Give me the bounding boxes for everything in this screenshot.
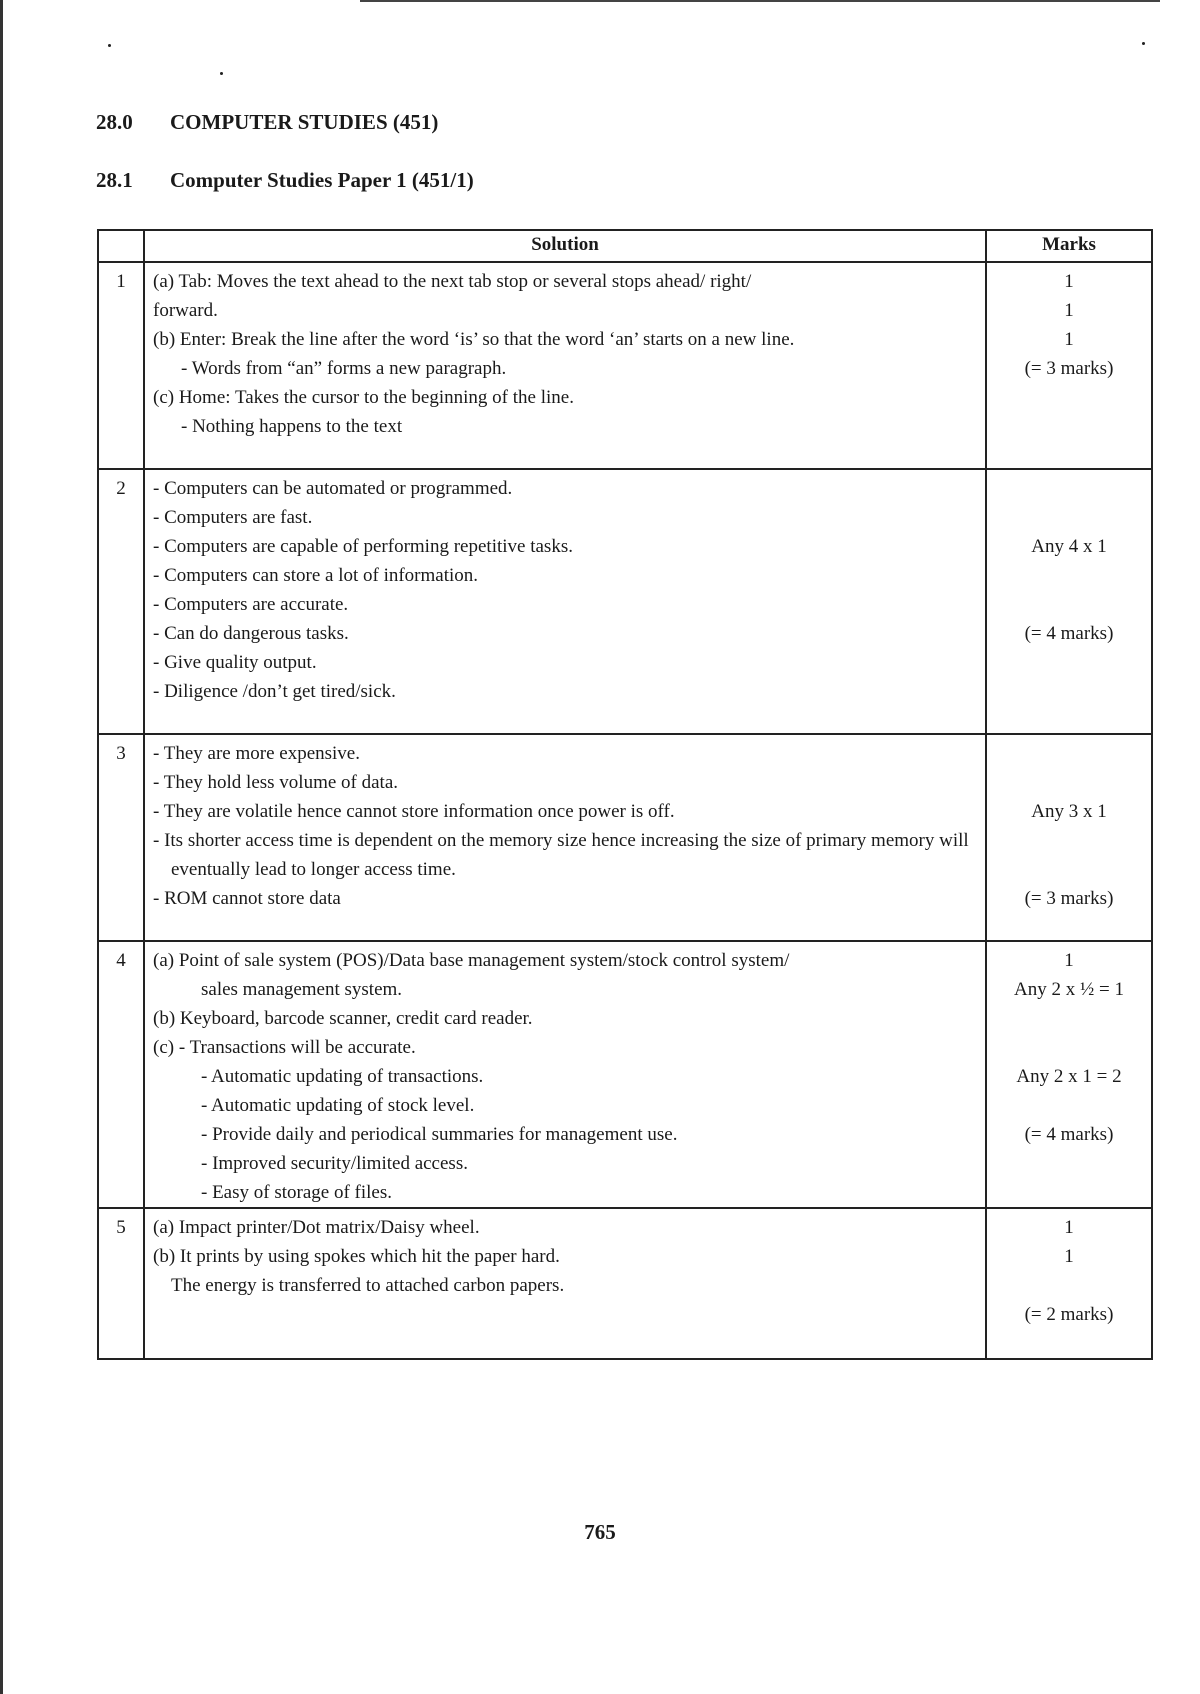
mark-value: Any 4 x 1 bbox=[1031, 536, 1107, 557]
solution-line: (b) It prints by using spokes which hit the paper hard. bbox=[153, 1246, 560, 1267]
table-row bbox=[98, 941, 1152, 1208]
mark-value: Any 3 x 1 bbox=[1031, 801, 1107, 822]
subsection-title: Computer Studies Paper 1 (451/1) bbox=[170, 168, 474, 192]
solution-line: - Computers are accurate. bbox=[153, 594, 349, 615]
section-heading bbox=[96, 110, 438, 135]
mark-value: 1 bbox=[1064, 329, 1074, 350]
header-solution: Solution bbox=[144, 230, 986, 262]
solution-cell bbox=[144, 469, 986, 734]
mark-value: Any 2 x 1 = 2 bbox=[1016, 1066, 1122, 1087]
solution-line: - Computers can be automated or programmed. bbox=[153, 478, 513, 499]
solution-line: - Computers are fast. bbox=[153, 507, 313, 528]
table-row bbox=[98, 734, 1152, 941]
solution-line: - Computers can store a lot of information. bbox=[153, 565, 479, 586]
solution-line: - Give quality output. bbox=[153, 652, 317, 673]
solution-line: (a) Tab: Moves the text ahead to the next tab stop or several stops ahead/ right/ bbox=[153, 271, 752, 292]
solution-line: - Provide daily and periodical summaries for management use. bbox=[201, 1124, 678, 1145]
solution-line: - They are more expensive. bbox=[153, 743, 360, 764]
solution-line: forward. bbox=[153, 300, 218, 321]
question-number: 1 bbox=[98, 262, 144, 469]
mark-value: 1 bbox=[1064, 271, 1074, 292]
scan-left-edge bbox=[0, 0, 3, 1694]
subsection-number: 28.1 bbox=[96, 168, 133, 192]
marking-scheme-table bbox=[97, 229, 1153, 1360]
section-title: COMPUTER STUDIES (451) bbox=[170, 110, 439, 134]
table-row bbox=[98, 262, 1152, 469]
subsection-heading bbox=[96, 168, 474, 193]
scan-speck bbox=[220, 72, 223, 75]
solution-cell bbox=[144, 941, 986, 1208]
solution-line: - Automatic updating of transactions. bbox=[201, 1066, 484, 1087]
mark-total: (= 2 marks) bbox=[1024, 1304, 1114, 1325]
mark-value: 1 bbox=[1064, 300, 1074, 321]
solution-cell bbox=[144, 734, 986, 941]
marks-cell bbox=[986, 1208, 1152, 1359]
scan-speck bbox=[108, 44, 111, 47]
solution-line: - Improved security/limited access. bbox=[201, 1153, 468, 1174]
solution-line: - Computers are capable of performing repetitive tasks. bbox=[153, 536, 573, 557]
solution-line: - ROM cannot store data bbox=[153, 888, 341, 909]
marks-cell bbox=[986, 734, 1152, 941]
solution-line: (c) Home: Takes the cursor to the beginning of the line. bbox=[153, 387, 574, 408]
mark-value: 1 bbox=[1064, 1246, 1074, 1267]
solution-line: (a) Impact printer/Dot matrix/Daisy wheel. bbox=[153, 1217, 480, 1238]
solution-cell bbox=[144, 1208, 986, 1359]
solution-line: (a) Point of sale system (POS)/Data base management system/stock control system/ bbox=[153, 950, 790, 971]
solution-line: (c) - Transactions will be accurate. bbox=[153, 1037, 416, 1058]
section-number: 28.0 bbox=[96, 110, 133, 134]
solution-line: - Its shorter access time is dependent on the memory size hence increasing the size of primary memory will eventually lead to longer access time. bbox=[153, 830, 969, 880]
solution-line: (b) Keyboard, barcode scanner, credit card reader. bbox=[153, 1008, 533, 1029]
header-marks: Marks bbox=[986, 230, 1152, 262]
solution-line: - Easy of storage of files. bbox=[201, 1182, 392, 1203]
solution-line: - Can do dangerous tasks. bbox=[153, 623, 349, 644]
solution-line: - Nothing happens to the text bbox=[181, 416, 403, 437]
mark-total: (= 3 marks) bbox=[1024, 888, 1114, 909]
marks-cell bbox=[986, 941, 1152, 1208]
mark-value: 1 bbox=[1064, 1217, 1074, 1238]
header-number bbox=[98, 230, 144, 262]
question-number: 5 bbox=[98, 1208, 144, 1359]
question-number: 2 bbox=[98, 469, 144, 734]
solution-line: - They are volatile hence cannot store information once power is off. bbox=[153, 801, 675, 822]
marks-cell bbox=[986, 469, 1152, 734]
question-number: 3 bbox=[98, 734, 144, 941]
mark-total: (= 4 marks) bbox=[1024, 1124, 1114, 1145]
solution-line: - They hold less volume of data. bbox=[153, 772, 399, 793]
solution-cell bbox=[144, 262, 986, 469]
question-number: 4 bbox=[98, 941, 144, 1208]
mark-total: (= 3 marks) bbox=[1024, 358, 1114, 379]
mark-value: 1 bbox=[1064, 950, 1074, 971]
solution-line: The energy is transferred to attached carbon papers. bbox=[171, 1275, 565, 1296]
page-number: 765 bbox=[584, 1520, 616, 1544]
table-row bbox=[98, 1208, 1152, 1359]
mark-value: Any 2 x ½ = 1 bbox=[1014, 979, 1124, 1000]
table-header-row bbox=[98, 230, 1152, 262]
scan-border-line bbox=[360, 0, 1160, 2]
marks-cell bbox=[986, 262, 1152, 469]
mark-total: (= 4 marks) bbox=[1024, 623, 1114, 644]
solution-line: (b) Enter: Break the line after the word ‘is’ so that the word ‘an’ starts on a new line. bbox=[153, 329, 795, 350]
solution-line: - Words from “an” forms a new paragraph. bbox=[181, 358, 507, 379]
scan-speck bbox=[1142, 42, 1145, 45]
table-row bbox=[98, 469, 1152, 734]
solution-line: sales management system. bbox=[201, 979, 403, 1000]
solution-line: - Diligence /don’t get tired/sick. bbox=[153, 681, 396, 702]
solution-line: - Automatic updating of stock level. bbox=[201, 1095, 475, 1116]
